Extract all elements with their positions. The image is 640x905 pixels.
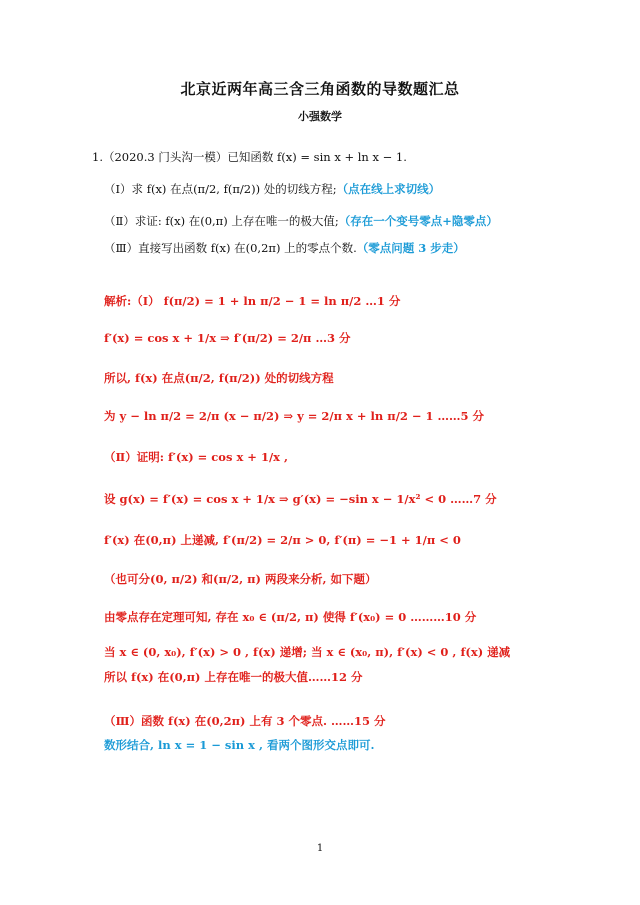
solution-line-3: 所以, f(x) 在点(π/2, f(π/2)) 处的切线方程	[104, 371, 334, 385]
page-subtitle: 小强数学	[298, 110, 342, 123]
problem-stem: 1.（2020.3 门头沟一模）已知函数 f(x) = sin x + ln x − 1.	[92, 150, 407, 164]
solution-line-5: （Ⅱ）证明: f′(x) = cos x + 1/x ,	[104, 450, 289, 464]
part-2-hint: （存在一个变号零点+隐零点）	[338, 214, 498, 228]
solution-line-11: 所以 f(x) 在(0,π) 上存在唯一的极大值……12 分	[104, 670, 363, 684]
solution-line-6: 设 g(x) = f′(x) = cos x + 1/x ⇒ g′(x) = −sin x − 1/x² < 0 ……7 分	[104, 492, 497, 506]
part-1-text: （Ⅰ）求 f(x) 在点(π/2, f(π/2)) 处的切线方程;	[104, 182, 337, 196]
solution-line-13: 数形结合, ln x = 1 − sin x , 看两个图形交点即可.	[104, 738, 375, 752]
problem-part-3	[104, 243, 465, 255]
solution-line-12: （Ⅲ）函数 f(x) 在(0,2π) 上有 3 个零点. ……15 分	[104, 714, 386, 728]
solution-line-8: （也可分(0, π/2) 和(π/2, π) 两段来分析, 如下题）	[104, 572, 377, 586]
solution-line-10: 当 x ∈ (0, x₀), f′(x) > 0 , f(x) 递增; 当 x ∈ (x₀, π), f′(x) < 0 , f(x) 递减	[104, 645, 511, 659]
part-2-text: （Ⅱ）求证: f(x) 在(0,π) 上存在唯一的极大值;	[104, 214, 339, 228]
page-title: 北京近两年高三含三角函数的导数题汇总	[180, 80, 460, 98]
page-number: 1	[316, 843, 324, 854]
problem-part-1	[104, 184, 440, 196]
solution-line-2: f′(x) = cos x + 1/x ⇒ f′(π/2) = 2/π …3 分	[104, 331, 351, 345]
solution-line-9: 由零点存在定理可知, 存在 x₀ ∈ (π/2, π) 使得 f′(x₀) = 0 ………10 分	[104, 610, 477, 624]
part-3-text: （Ⅲ）直接写出函数 f(x) 在(0,2π) 上的零点个数.	[104, 241, 357, 255]
solution-line-4: 为 y − ln π/2 = 2/π (x − π/2) ⇒ y = 2/π x + ln π/2 − 1 ……5 分	[104, 409, 485, 423]
solution-line-7: f′(x) 在(0,π) 上递减, f′(π/2) = 2/π > 0, f′(π) = −1 + 1/π < 0	[104, 533, 461, 547]
problem-part-2	[104, 216, 498, 228]
part-3-hint: （零点问题 3 步走）	[356, 241, 465, 255]
part-1-hint: （点在线上求切线）	[336, 182, 441, 196]
solution-line-1: 解析:（Ⅰ） f(π/2) = 1 + ln π/2 − 1 = ln π/2 …1 分	[104, 294, 401, 308]
